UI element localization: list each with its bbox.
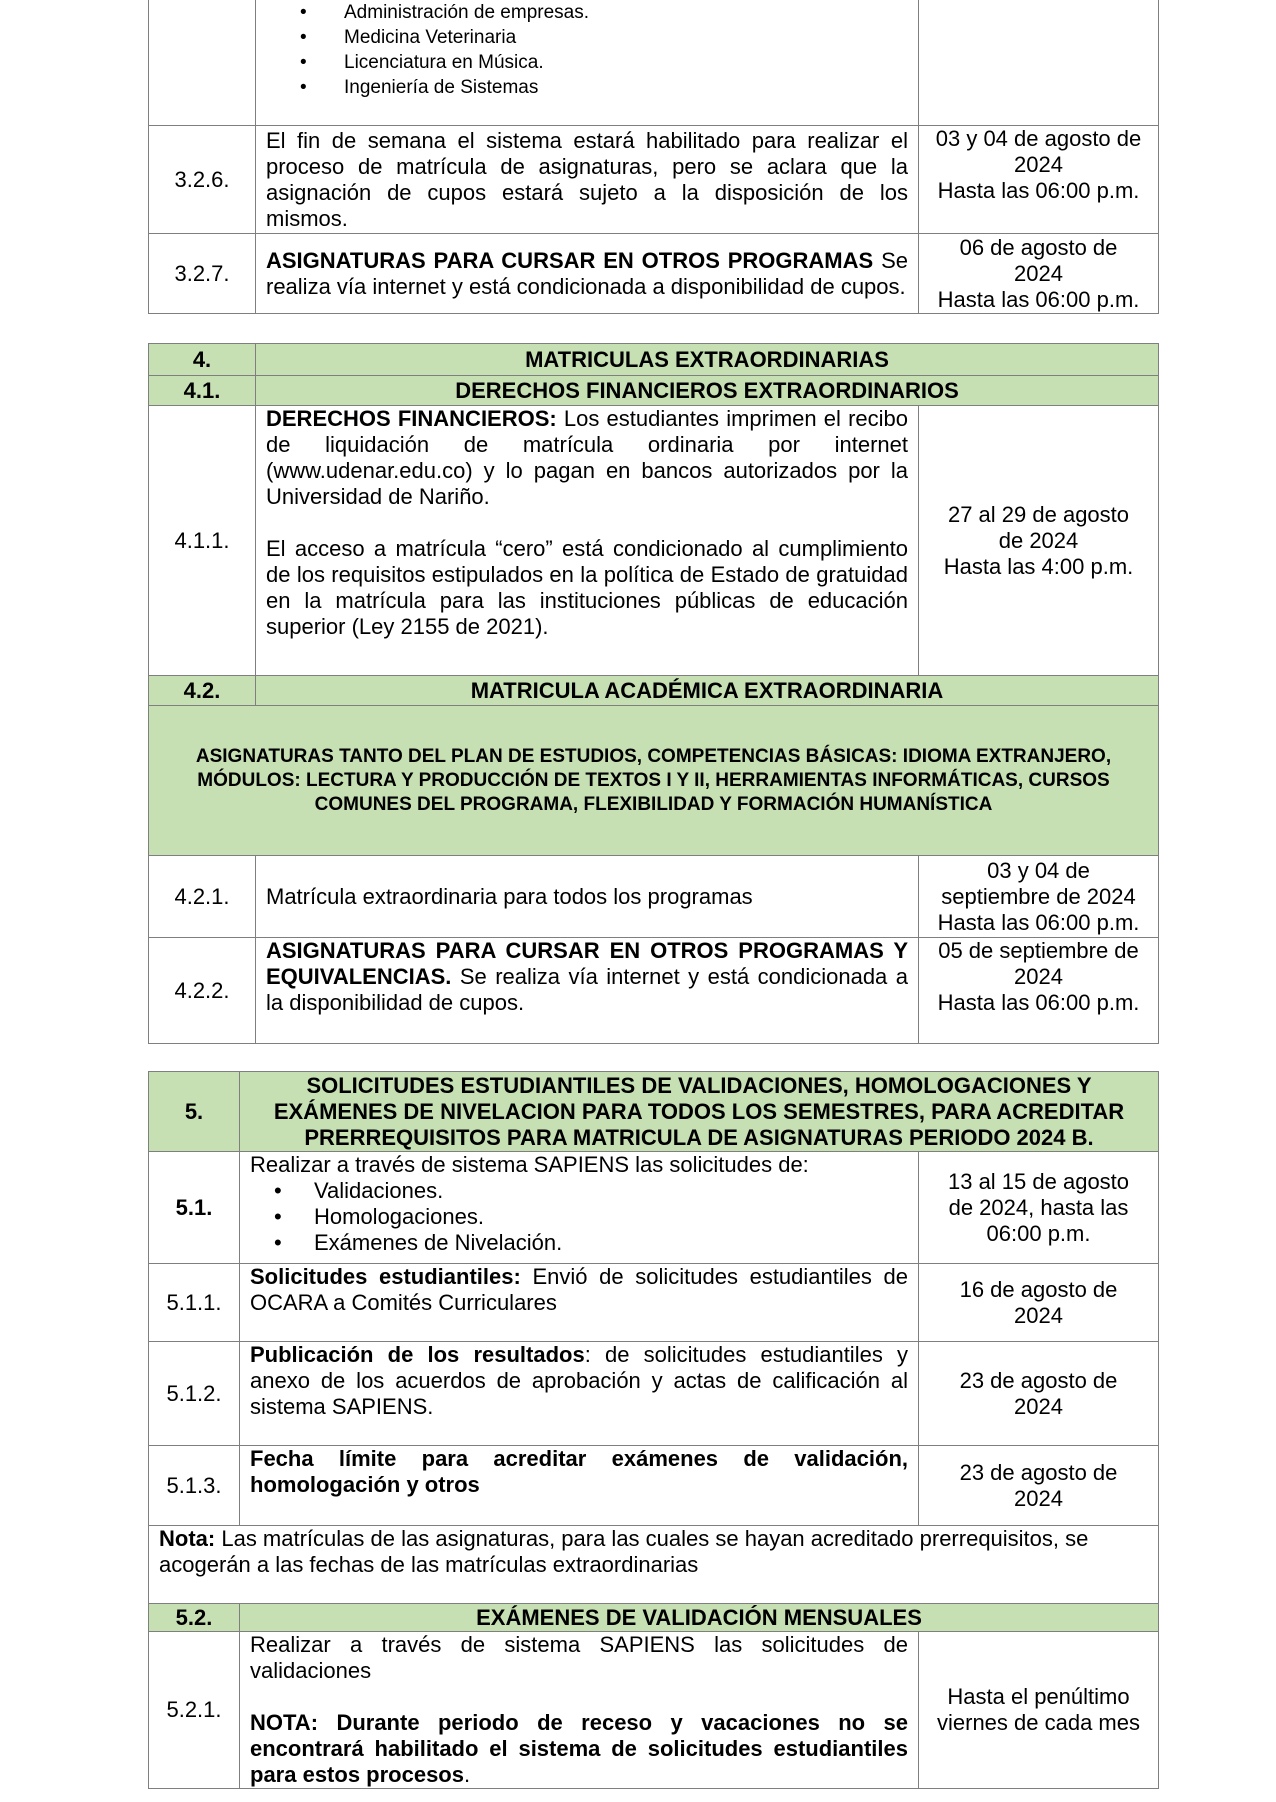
program-list <box>266 0 908 100</box>
table-row <box>149 1264 1159 1342</box>
row-description: DERECHOS FINANCIEROS: Los estudiantes imprimen el recibo de liquidación de matrícula ordinaria por internet (www.udenar.edu.co) y lo pagan en bancos autorizados por la Universidad de Nariño. El acceso a matrícula “cero” está condicionado al cumplimiento de los requisitos estipulados en la política de Estado de gratuidad en la matrícula para las instituciones públicas de educación superior (Ley 2155 de 2021). <box>256 406 919 676</box>
list-item: • Homologaciones. <box>314 1204 908 1230</box>
request-type-list <box>250 1178 908 1256</box>
section-title: SOLICITUDES ESTUDIANTILES DE VALIDACIONES, HOMOLOGACIONES Y EXÁMENES DE NIVELACION PARA TODOS LOS SEMESTRES, PARA ACREDITAR PRERREQUISITOS PARA MATRICULA DE ASIGNATURAS PERIODO 2024 B. <box>240 1072 1159 1152</box>
list-item: • Medicina Veterinaria <box>344 25 908 50</box>
section-5-table <box>148 1071 1159 1789</box>
table-row <box>149 856 1159 938</box>
program-list-row <box>149 0 1159 126</box>
list-item: • Exámenes de Nivelación. <box>314 1230 908 1256</box>
section-title: MATRICULAS EXTRAORDINARIAS <box>256 344 1159 376</box>
row-number: 3.2.7. <box>149 234 256 314</box>
row-date: 27 al 29 de agosto de 2024 Hasta las 4:00 p.m. <box>919 406 1159 676</box>
section-number: 5.2. <box>149 1604 240 1632</box>
section-number: 4.1. <box>149 376 256 406</box>
row-number: 5.1.2. <box>149 1342 240 1446</box>
row-number: 4.1.1. <box>149 406 256 676</box>
row-number: 5.1. <box>149 1152 240 1264</box>
subject-scope-note: ASIGNATURAS TANTO DEL PLAN DE ESTUDIOS, COMPETENCIAS BÁSICAS: IDIOMA EXTRANJERO, MÓDULOS: LECTURA Y PRODUCCIÓN DE TEXTOS I Y II, HERRAMIENTAS INFORMÁTICAS, CURSOS COMUNES DEL PROGRAMA, FLEXIBILIDAD Y FORMACIÓN HUMANÍSTICA <box>149 706 1159 856</box>
table-row <box>149 1446 1159 1526</box>
section-title: MATRICULA ACADÉMICA EXTRAORDINARIA <box>256 676 1159 706</box>
row-description: Fecha límite para acreditar exámenes de validación, homologación y otros <box>240 1446 919 1526</box>
row-number: 3.2.6. <box>149 126 256 234</box>
row-date: 03 y 04 de septiembre de 2024 Hasta las 06:00 p.m. <box>919 856 1159 938</box>
row-date: 13 al 15 de agosto de 2024, hasta las 06:00 p.m. <box>919 1152 1159 1264</box>
list-item: • Validaciones. <box>314 1178 908 1204</box>
row-date: 05 de septiembre de 2024 Hasta las 06:00 p.m. <box>919 938 1159 1044</box>
table-row <box>149 1342 1159 1446</box>
subheader-row <box>149 706 1159 856</box>
row-date: 03 y 04 de agosto de 2024 Hasta las 06:00 p.m. <box>919 126 1159 234</box>
row-number: 5.1.1. <box>149 1264 240 1342</box>
section-3-table <box>148 0 1159 314</box>
section-header <box>149 1072 1159 1152</box>
row-date: 06 de agosto de 2024 Hasta las 06:00 p.m. <box>919 234 1159 314</box>
section-4-table <box>148 343 1159 1044</box>
section-number: 5. <box>149 1072 240 1152</box>
list-item: • Administración de empresas. <box>344 0 908 25</box>
table-row <box>149 938 1159 1044</box>
note-row <box>149 1526 1159 1604</box>
row-description: ASIGNATURAS PARA CURSAR EN OTROS PROGRAMAS Se realiza vía internet y está condicionada a disponibilidad de cupos. <box>256 234 919 314</box>
subsection-header <box>149 376 1159 406</box>
row-description: Publicación de los resultados: de solicitudes estudiantiles y anexo de los acuerdos de aprobación y actas de calificación al sistema SAPIENS. <box>240 1342 919 1446</box>
row-description: Matrícula extraordinaria para todos los programas <box>256 856 919 938</box>
note: Nota: Las matrículas de las asignaturas, para las cuales se hayan acreditado prerrequisitos, se acogerán a las fechas de las matrículas extraordinarias <box>149 1526 1159 1604</box>
table-row <box>149 1152 1159 1264</box>
row-number: 4.2.2. <box>149 938 256 1044</box>
row-description: Solicitudes estudiantiles: Envió de solicitudes estudiantiles de OCARA a Comités Curriculares <box>240 1264 919 1342</box>
section-header <box>149 344 1159 376</box>
table-row <box>149 234 1159 314</box>
row-description: Realizar a través de sistema SAPIENS las solicitudes de validaciones NOTA: Durante periodo de receso y vacaciones no se encontrará habilitado el sistema de solicitudes estudiantiles para estos procesos. <box>240 1632 919 1789</box>
section-number: 4.2. <box>149 676 256 706</box>
row-date: 23 de agosto de 2024 <box>919 1446 1159 1526</box>
row-number: 4.2.1. <box>149 856 256 938</box>
list-item: • Licenciatura en Música. <box>344 50 908 75</box>
subsection-header <box>149 1604 1159 1632</box>
row-number: 5.2.1. <box>149 1632 240 1789</box>
row-date: 16 de agosto de 2024 <box>919 1264 1159 1342</box>
subsection-header <box>149 676 1159 706</box>
table-row <box>149 1632 1159 1789</box>
section-title: DERECHOS FINANCIEROS EXTRAORDINARIOS <box>256 376 1159 406</box>
row-description: Realizar a través de sistema SAPIENS las solicitudes de: • Validaciones. • Homologaciones. • Exámenes de Nivelación. <box>240 1152 919 1264</box>
section-title: EXÁMENES DE VALIDACIÓN MENSUALES <box>240 1604 1159 1632</box>
table-row <box>149 406 1159 676</box>
row-date: 23 de agosto de 2024 <box>919 1342 1159 1446</box>
section-number: 4. <box>149 344 256 376</box>
list-item: • Ingeniería de Sistemas <box>344 75 908 100</box>
row-date: Hasta el penúltimo viernes de cada mes <box>919 1632 1159 1789</box>
row-description: El fin de semana el sistema estará habilitado para realizar el proceso de matrícula de asignaturas, pero se aclara que la asignación de cupos estará sujeto a la disposición de los mismos. <box>256 126 919 234</box>
row-description: ASIGNATURAS PARA CURSAR EN OTROS PROGRAMAS Y EQUIVALENCIAS. Se realiza vía internet y está condicionada a la disponibilidad de cupos. <box>256 938 919 1044</box>
table-row <box>149 126 1159 234</box>
row-number: 5.1.3. <box>149 1446 240 1526</box>
